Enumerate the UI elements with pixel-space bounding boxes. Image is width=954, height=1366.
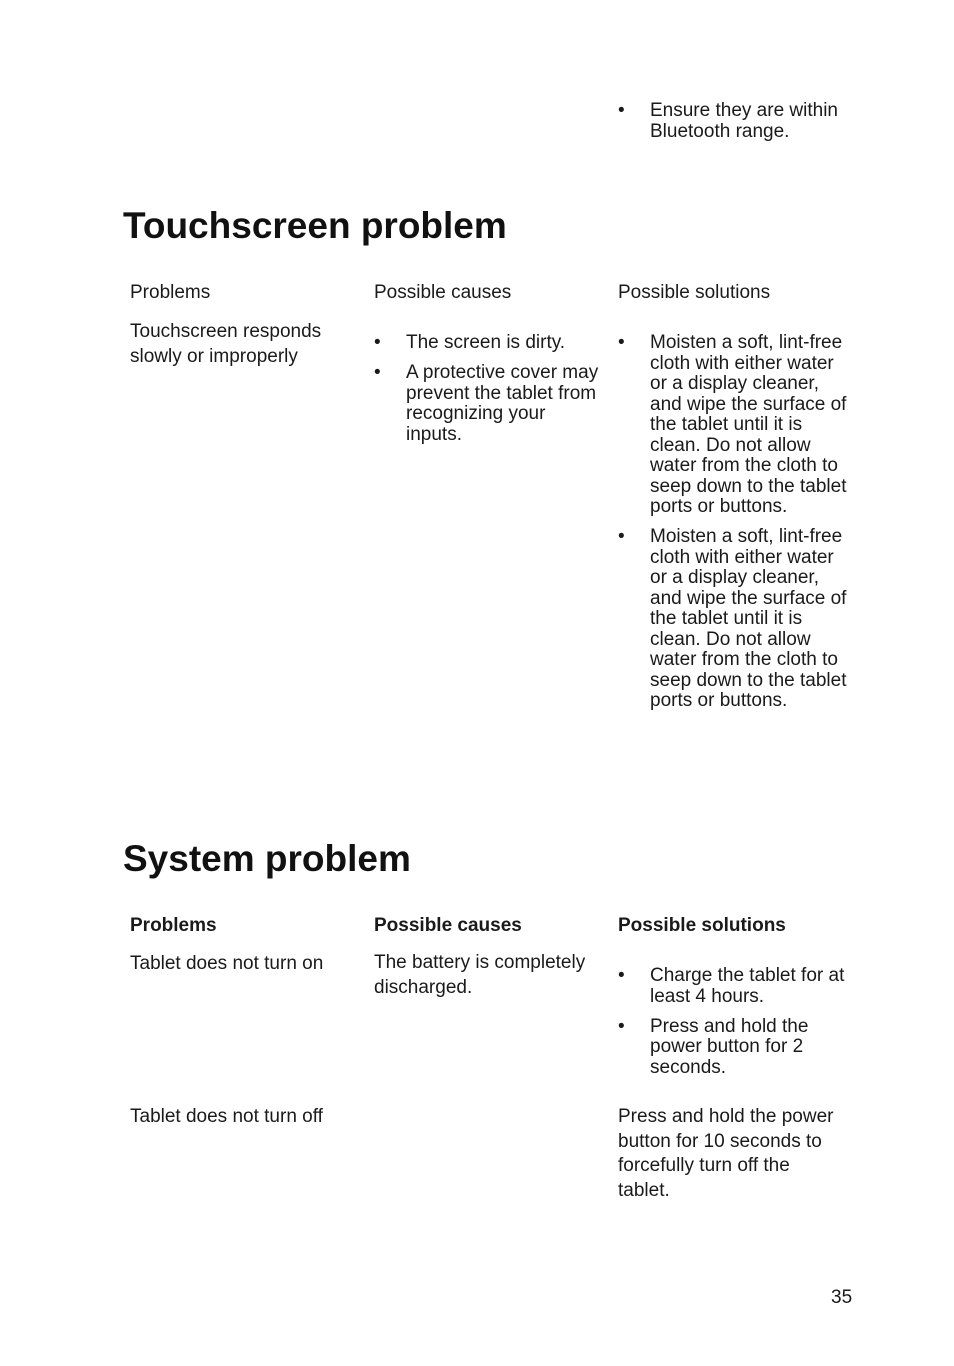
page-number: 35 <box>831 1287 853 1308</box>
list-item: • Moisten a soft, lint-free cloth with either water or a display cleaner, and wipe the surface of the tablet until it is clean. Do not allow water from the cloth to seep down to the tablet ports or buttons. <box>618 527 848 712</box>
system-solution-2: Press and hold the power button for 10 seconds to forcefully turn off the tablet. <box>618 1106 834 1201</box>
system-header-solutions: Possible solutions <box>618 915 786 936</box>
list-item: • Moisten a soft, lint-free cloth with either water or a display cleaner, and wipe the surface of the tablet until it is clean. Do not allow water from the cloth to seep down to the tablet ports or buttons. <box>618 333 848 518</box>
list-item: • The screen is dirty. <box>374 333 599 354</box>
system-problem-2: Tablet does not turn off <box>130 1106 323 1127</box>
section-title-system: System problem <box>123 838 411 879</box>
system-solutions-list-1 <box>618 966 853 1088</box>
system-header-problems: Problems <box>130 915 217 936</box>
section-title-touchscreen: Touchscreen problem <box>123 205 507 246</box>
touchscreen-solutions-list <box>618 333 848 721</box>
list-item: • Charge the tablet for at least 4 hours. <box>618 966 853 1007</box>
touchscreen-header-solutions: Possible solutions <box>618 282 771 303</box>
previous-solutions-list <box>618 101 843 152</box>
touchscreen-problem: Touchscreen responds slowly or improperly <box>130 321 322 367</box>
system-header-causes: Possible causes <box>374 915 522 936</box>
system-problem-1: Tablet does not turn on <box>130 953 324 974</box>
touchscreen-causes-list <box>374 333 599 455</box>
list-item: • Ensure they are within Bluetooth range. <box>618 101 843 142</box>
list-item: • A protective cover may prevent the tablet from recognizing your inputs. <box>374 363 599 445</box>
touchscreen-header-problems: Problems <box>130 282 211 303</box>
list-item: • Press and hold the power button for 2 seconds. <box>618 1017 853 1079</box>
system-cause-1: The battery is completely discharged. <box>374 952 586 998</box>
touchscreen-header-causes: Possible causes <box>374 282 512 303</box>
